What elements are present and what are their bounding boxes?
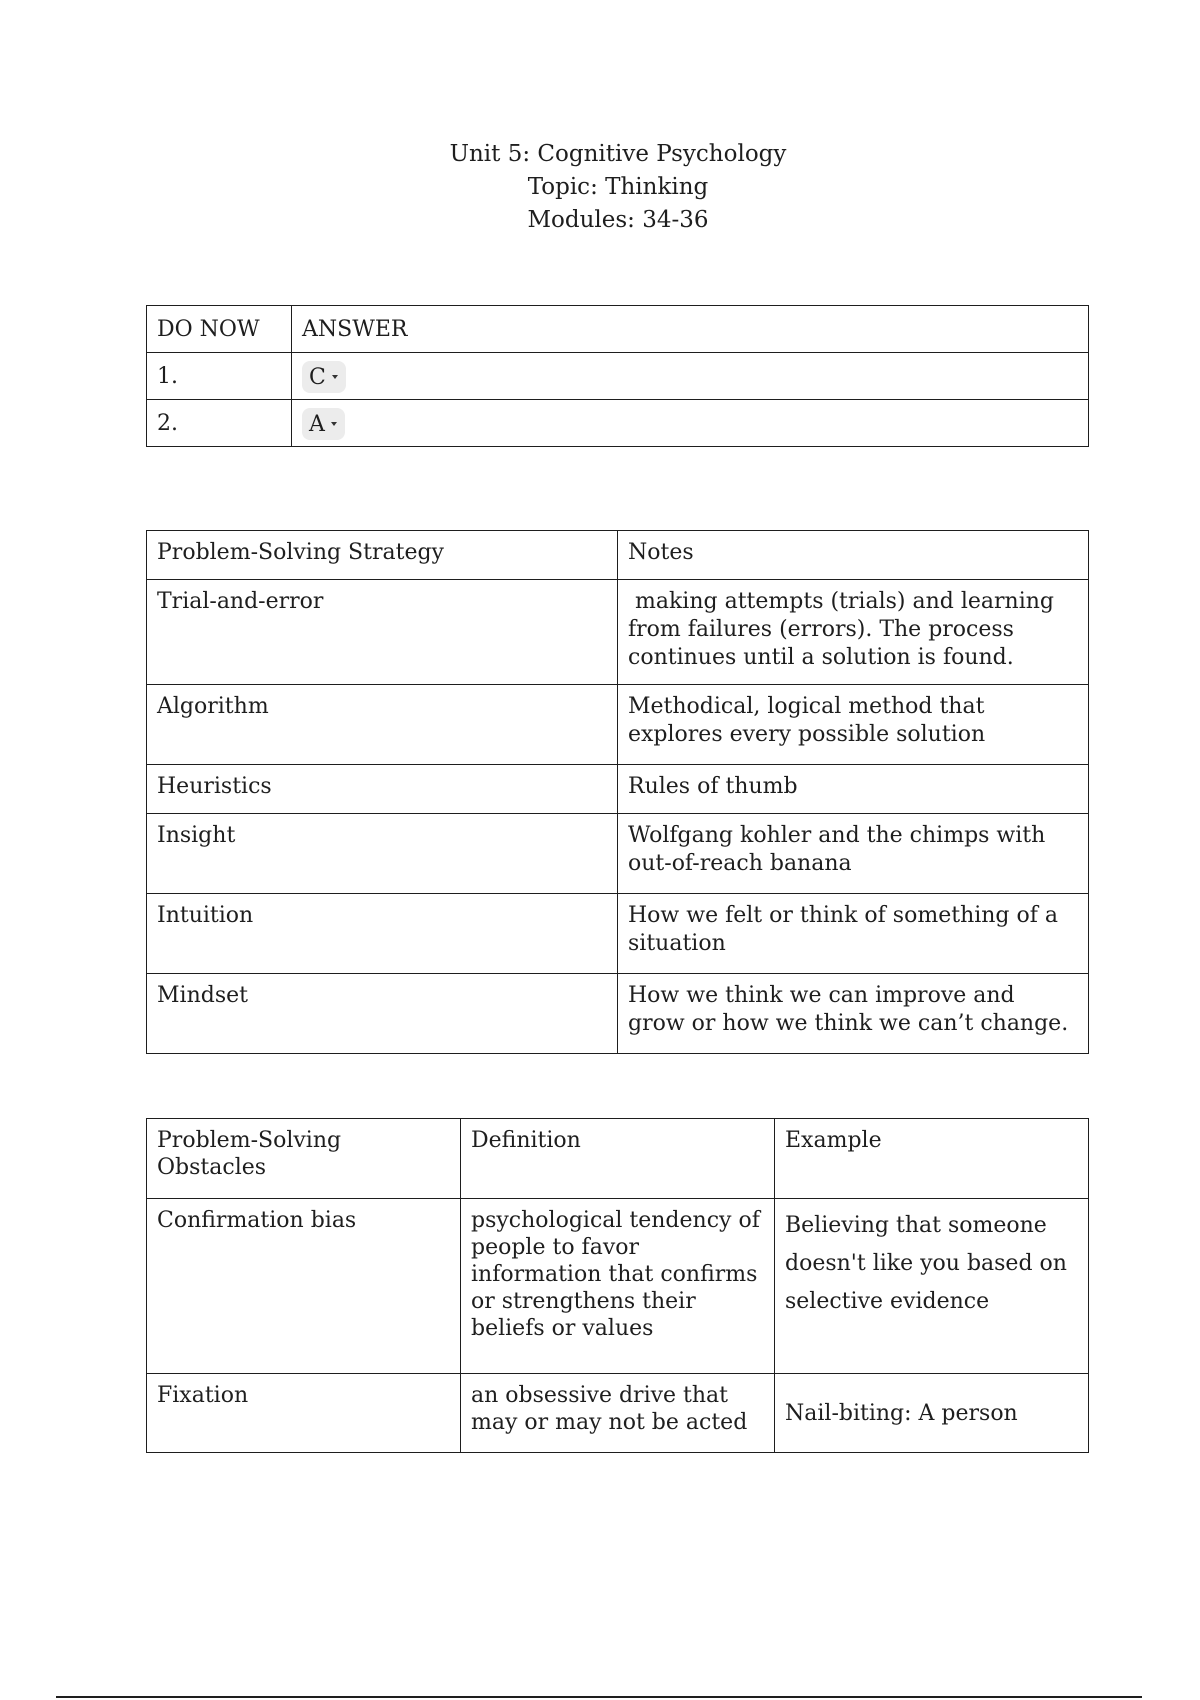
strategy-cell: Heuristics [147,765,618,814]
definition-cell: an obsessive drive that may or may not be acted [461,1374,775,1453]
column-header-example: Example [775,1119,1089,1199]
strategy-cell: Algorithm [147,685,618,765]
strategy-cell: Trial-and-error [147,580,618,685]
answer-dropdown-value: A [309,411,325,437]
obstacles-table [146,1118,1089,1453]
strategy-cell: Insight [147,814,618,894]
notes-cell: making attempts (trials) and learning from failures (errors). The process continues until a solution is found. [618,580,1089,685]
table-row [147,685,1089,765]
question-number: 1. [147,353,292,400]
page-header [0,138,1200,237]
notes-cell: Methodical, logical method that explores every possible solution [618,685,1089,765]
table-row [147,894,1089,974]
strategy-cell: Intuition [147,894,618,974]
obstacle-cell: Fixation [147,1374,461,1453]
answer-cell [292,353,1089,400]
strategy-cell: Mindset [147,974,618,1054]
caret-down-icon [332,375,338,379]
notes-cell: Rules of thumb [618,765,1089,814]
do-now-table [146,305,1089,447]
notes-cell: How we think we can improve and grow or how we think we can’t change. [618,974,1089,1054]
strategy-table [146,530,1089,1054]
table-header-row [147,531,1089,580]
answer-dropdown-chip[interactable] [302,361,346,393]
column-header-obstacles: Problem-Solving Obstacles [147,1119,461,1199]
modules-title: Modules: 34-36 [527,207,709,233]
topic-title: Topic: Thinking [527,174,709,200]
table-row [147,974,1089,1054]
column-header-do-now: DO NOW [147,306,292,353]
example-cell: Believing that someone doesn't like you based on selective evidence [775,1199,1089,1374]
example-cell: Nail-biting: A person [775,1374,1089,1453]
column-header-strategy: Problem-Solving Strategy [147,531,618,580]
unit-title: Unit 5: Cognitive Psychology [449,141,787,167]
table-row [147,814,1089,894]
column-header-definition: Definition [461,1119,775,1199]
column-header-answer: ANSWER [292,306,1089,353]
notes-cell: Wolfgang kohler and the chimps with out-of-reach banana [618,814,1089,894]
question-number: 2. [147,400,292,447]
table-row [147,580,1089,685]
table-row [147,353,1089,400]
table-header-row [147,1119,1089,1199]
table-row [147,765,1089,814]
answer-dropdown-value: C [309,364,326,390]
answer-dropdown-chip[interactable] [302,408,345,440]
definition-cell: psychological tendency of people to favor information that confirms or strengthens their beliefs or values [461,1199,775,1374]
table-header-row [147,306,1089,353]
caret-down-icon [331,422,337,426]
answer-cell [292,400,1089,447]
column-header-notes: Notes [618,531,1089,580]
notes-cell: How we felt or think of something of a situation [618,894,1089,974]
table-row [147,1199,1089,1374]
page-bottom-rule [56,1696,1142,1698]
table-row [147,400,1089,447]
table-row [147,1374,1089,1453]
obstacle-cell: Confirmation bias [147,1199,461,1374]
